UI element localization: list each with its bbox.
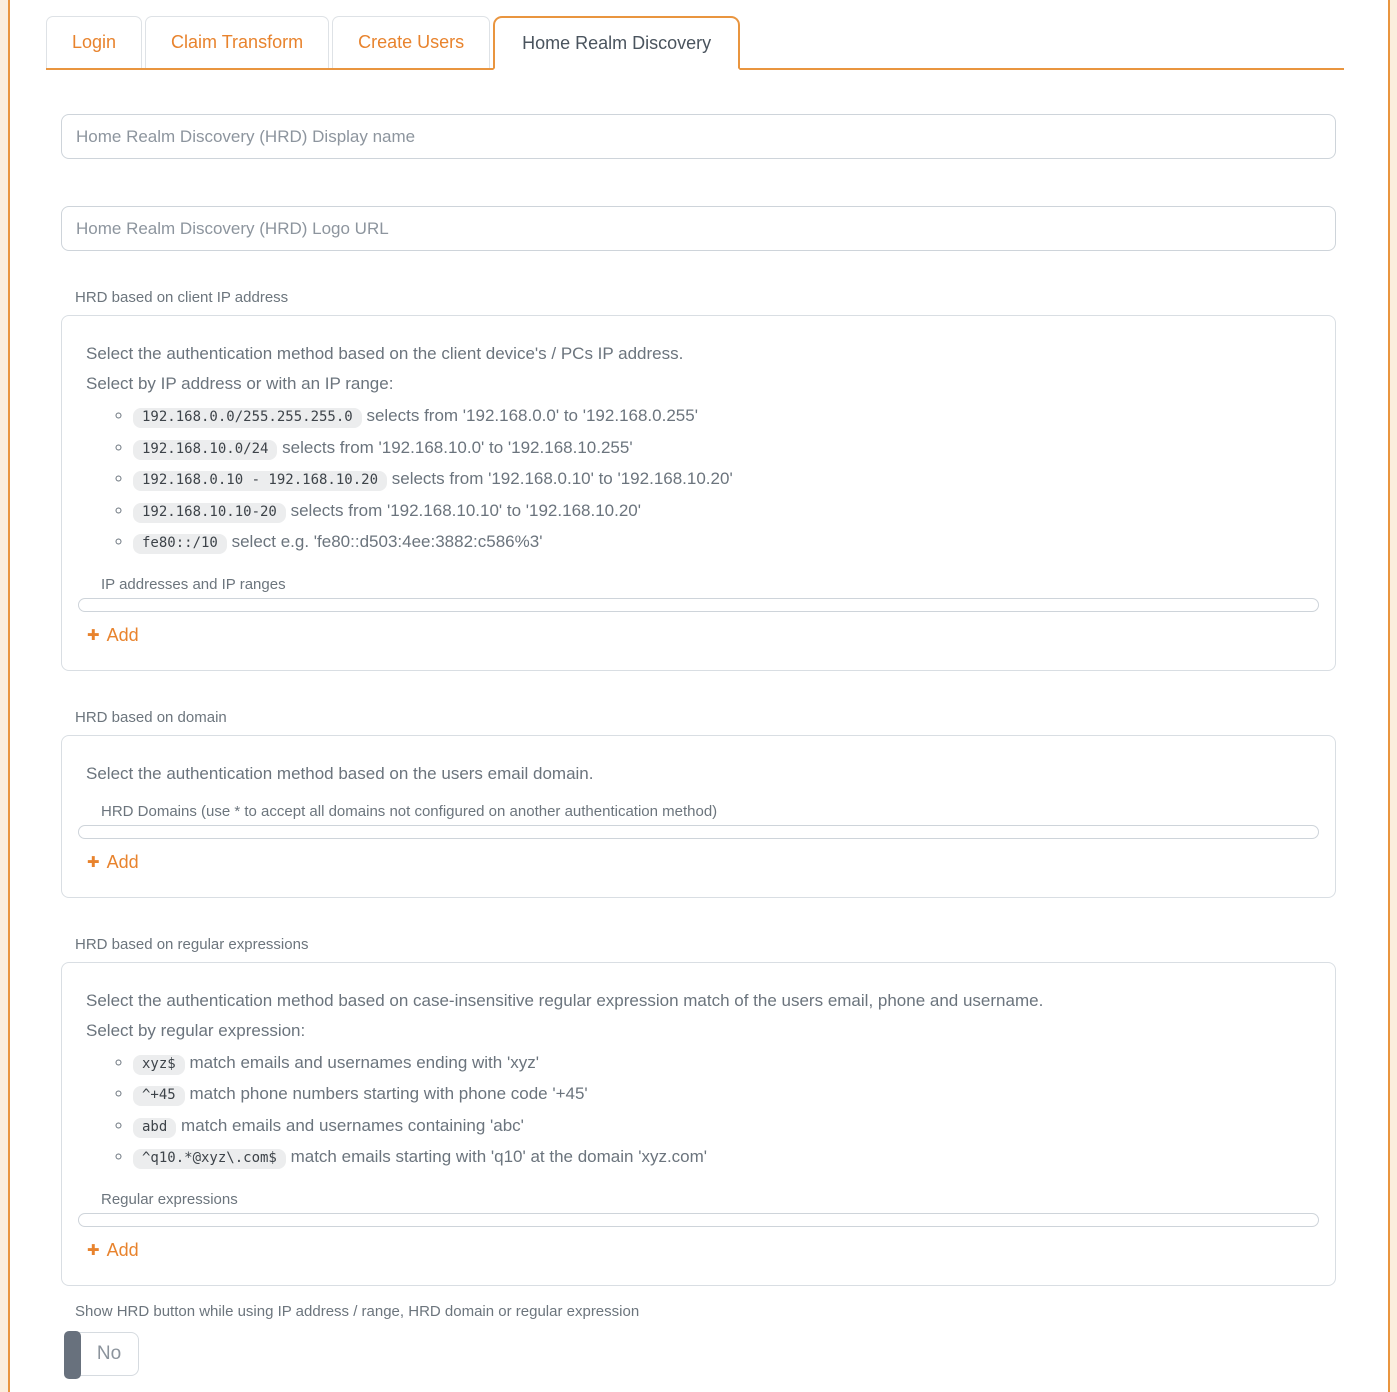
- code-chip: abd: [133, 1118, 176, 1138]
- hrd-domains-input[interactable]: [78, 825, 1319, 839]
- section-intro: [86, 759, 1311, 789]
- code-chip: 192.168.0.10 - 192.168.10.20: [133, 471, 387, 491]
- example-text: match emails and usernames ending with 'xyz': [189, 1052, 539, 1072]
- regex-field-label: Regular expressions: [101, 1190, 238, 1208]
- list-item: [133, 527, 1311, 559]
- intro-line-2: Select by IP address or with an IP range:: [86, 374, 394, 393]
- tab-create-users[interactable]: Create Users: [332, 16, 490, 68]
- code-chip: xyz$: [133, 1055, 185, 1075]
- section-label-domain: HRD based on domain: [75, 708, 227, 726]
- example-text: selects from '192.168.10.0' to '192.168.10.255': [282, 437, 633, 457]
- add-button-label: Add: [106, 1239, 139, 1260]
- intro-line-1: Select the authentication method based on the users email domain.: [86, 763, 594, 783]
- ip-ranges-field-label: IP addresses and IP ranges: [101, 575, 286, 593]
- example-text: select e.g. 'fe80::d503:4ee:3882:c586%3': [231, 532, 543, 551]
- list-item: [133, 1142, 1311, 1174]
- tab-login[interactable]: Login: [46, 16, 142, 68]
- tab-home-realm-discovery[interactable]: Home Realm Discovery: [493, 16, 740, 70]
- list-item: [133, 464, 1311, 496]
- section-intro: [86, 986, 1311, 1046]
- code-chip: ^q10.*@xyz\.com$: [133, 1149, 286, 1169]
- section-card-regex: [61, 962, 1336, 1286]
- add-button-label: Add: [106, 624, 139, 645]
- intro-line-1: Select the authentication method based on the client device's / PCs IP address.: [86, 344, 684, 363]
- list-item: [133, 496, 1311, 528]
- example-text: selects from '192.168.0.0' to '192.168.0.255': [366, 406, 698, 425]
- example-text: match phone numbers starting with phone code '+45': [189, 1084, 588, 1103]
- section-card-ip-address: [61, 315, 1336, 671]
- show-hrd-button-label: Show HRD button while using IP address / range, HRD domain or regular expression: [75, 1302, 640, 1320]
- toggle-knob[interactable]: [64, 1331, 81, 1379]
- example-text: match emails starting with 'q10' at the domain 'xyz.com': [290, 1147, 708, 1166]
- list-item: [133, 1079, 1311, 1111]
- add-domain-button[interactable]: [87, 852, 139, 873]
- page-container: [8, 0, 1390, 1392]
- intro-line-1: Select the authentication method based on case-insensitive regular expression match of the users email, phone and username.: [86, 990, 1044, 1010]
- hrd-display-name-input[interactable]: [61, 114, 1336, 159]
- code-chip: fe80::/10: [133, 534, 227, 554]
- ip-ranges-input[interactable]: [78, 598, 1319, 612]
- regex-input[interactable]: [78, 1213, 1319, 1227]
- list-item: [133, 433, 1311, 465]
- tab-panel-home-realm-discovery: [10, 114, 1388, 1376]
- list-item: [133, 401, 1311, 433]
- section-card-domain: [61, 735, 1336, 898]
- plus-icon: ✚: [87, 626, 100, 644]
- show-hrd-button-toggle[interactable]: [64, 1332, 139, 1376]
- ip-example-list: [86, 401, 1311, 559]
- toggle-value: No: [96, 1342, 122, 1364]
- intro-line-2: Select by regular expression:: [86, 1020, 306, 1040]
- hrd-logo-url-input[interactable]: [61, 206, 1336, 251]
- add-regex-button[interactable]: [87, 1240, 139, 1261]
- code-chip: 192.168.0.0/255.255.255.0: [133, 408, 362, 428]
- example-text: selects from '192.168.10.10' to '192.168.10.20': [290, 500, 641, 520]
- code-chip: ^+45: [133, 1086, 185, 1106]
- regex-example-list: [86, 1048, 1311, 1174]
- code-chip: 192.168.10.0/24: [133, 440, 277, 460]
- plus-icon: ✚: [87, 853, 100, 871]
- section-intro: [86, 339, 1311, 399]
- list-item: [133, 1048, 1311, 1080]
- section-label-ip-address: HRD based on client IP address: [75, 289, 289, 306]
- section-label-regex: HRD based on regular expressions: [75, 935, 309, 953]
- code-chip: 192.168.10.10-20: [133, 503, 286, 523]
- hrd-domains-field-label: HRD Domains (use * to accept all domains not configured on another authentication method): [101, 802, 718, 820]
- example-text: match emails and usernames containing 'abc': [181, 1115, 524, 1135]
- plus-icon: ✚: [87, 1241, 100, 1259]
- add-button-label: Add: [106, 851, 139, 872]
- tab-bar: [46, 16, 1344, 70]
- example-text: selects from '192.168.0.10' to '192.168.10.20': [391, 469, 733, 488]
- tab-claim-transform[interactable]: Claim Transform: [145, 16, 329, 68]
- list-item: [133, 1111, 1311, 1143]
- add-ip-range-button[interactable]: [87, 625, 139, 646]
